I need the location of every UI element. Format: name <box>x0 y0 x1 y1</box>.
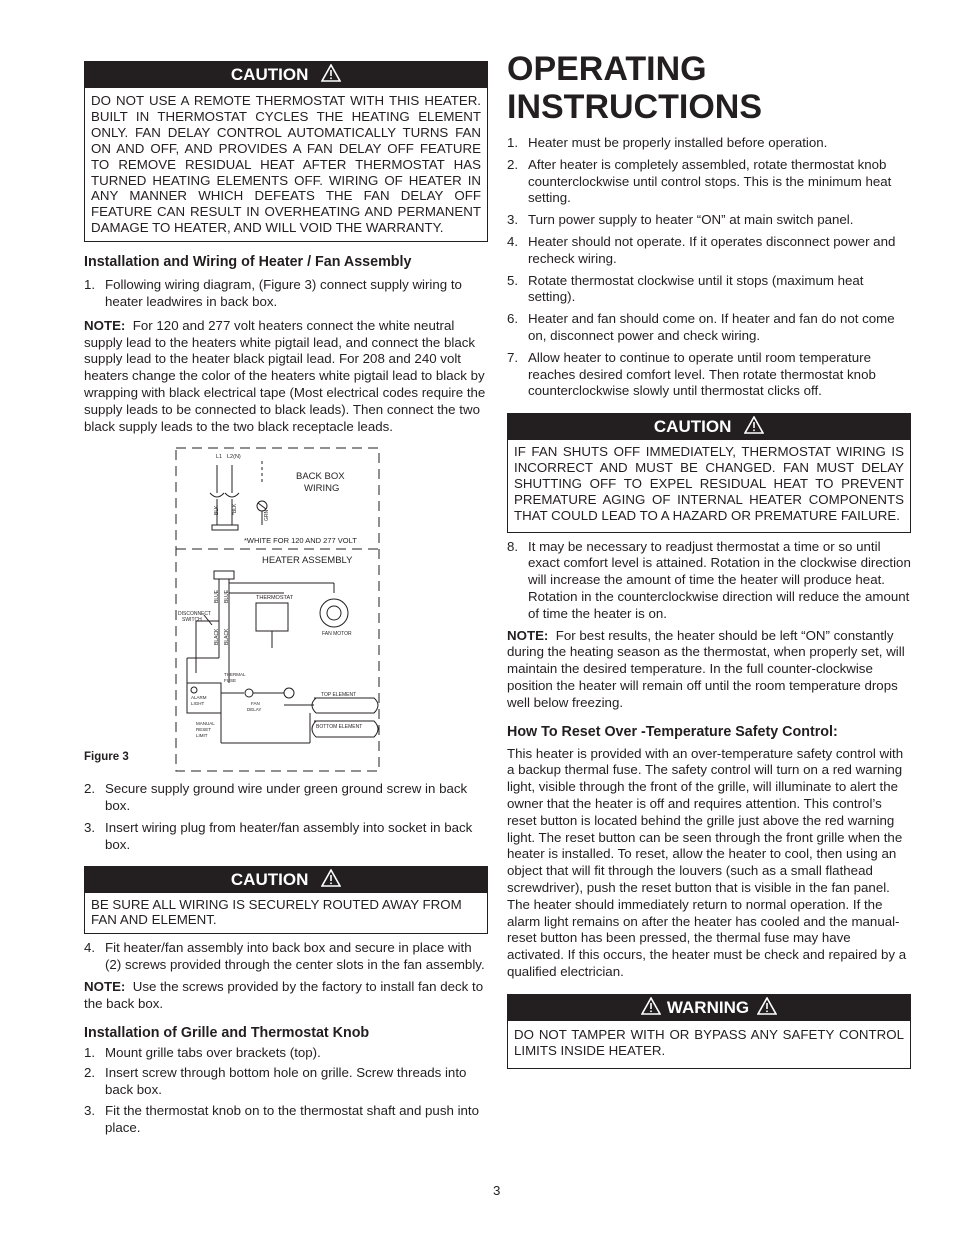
label-limit: LIMIT <box>196 733 208 739</box>
section-heading-reset: How To Reset Over -Temperature Safety Control: <box>507 723 838 740</box>
label-fan-motor: FAN MOTOR <box>322 631 352 638</box>
label-blue-2: BLUE <box>224 590 230 604</box>
assembly-note: NOTE: Use the screws provided by the factory to install fan deck to the back box. <box>84 978 484 1011</box>
caution-heading: CAUTION <box>230 65 309 84</box>
warning-heading: WARNING <box>666 997 750 1017</box>
warning-header <box>508 995 910 1021</box>
warning-triangle-icon <box>641 997 661 1015</box>
caution-text: BE SURE ALL WIRING IS SECURELY ROUTED AWAY FROM FAN AND ELEMENT. <box>91 896 462 928</box>
list-item: 1. Following wiring diagram, (Figure 3) connect supply wiring to heater leadwires in back box. <box>84 277 462 309</box>
warning-text: DO NOT TAMPER WITH OR BYPASS ANY SAFETY CONTROL LIMITS INSIDE HEATER. <box>514 1026 904 1058</box>
label-grn: GRN <box>264 510 270 522</box>
operating-steps <box>507 135 911 400</box>
label-heater-assembly: HEATER ASSEMBLY <box>262 555 353 567</box>
wiring-steps-continued <box>84 781 488 853</box>
label-alarm: ALARM <box>191 695 207 701</box>
label-fan: FAN <box>251 701 260 707</box>
label-back-box: BACK BOX <box>296 471 345 483</box>
label-blue-1: BLUE <box>214 590 220 604</box>
list-item: 4. Heater should not operate. If it operates disconnect power and recheck wiring. <box>507 233 896 266</box>
page-number: 3 <box>493 1183 501 1198</box>
label-wht: *BLK <box>232 503 238 516</box>
caution-box-wiring <box>84 866 488 935</box>
left-column <box>84 61 488 1137</box>
label-fuse: FUSE <box>224 678 237 684</box>
caution-heading: CAUTION <box>653 417 732 437</box>
label-black-2: BLACK <box>224 628 230 646</box>
operating-step-8 <box>507 539 911 623</box>
label-switch: SWITCH <box>182 617 202 624</box>
section-heading-wiring: Installation and Wiring of Heater / Fan Assembly <box>84 254 412 271</box>
list-item: 6. Heater and fan should come on. If heater and fan do not come on, disconnect power and check wiring. <box>507 311 895 343</box>
caution-heading: CAUTION <box>230 869 309 889</box>
assembly-step <box>84 940 488 974</box>
reset-instructions: This heater is provided with an over-temperature safety control with a backup thermal fuse. The safety control will turn on a red warning light, visible through the front of the grille, will illuminate to alert the owner that the heater is off and requires attention. This control’s reset button is located behind the grille just above the red warning light. The reset button can be seen through the front grille when the heater is installed. To reset, allow the heater to cool, then using an object that will fit through the louvers (such as a small flathead screwdriver), push the reset button that is visible in the fan panel. The heater should immediately return to normal operation. If the alarm light remains on after the heater has cooled and the manual-reset button has been pressed, the thermal fuse may have activated. If this occurs, the heater must be check and repaired by a qualified electrician. <box>507 745 907 980</box>
grille-steps <box>84 1045 488 1137</box>
label-thermal: THERMAL <box>224 672 246 678</box>
section-heading-grille: Installation of Grille and Thermostat Knob <box>84 1024 370 1041</box>
label-wiring: WIRING <box>304 483 340 495</box>
warning-box <box>507 994 911 1069</box>
label-blk: BLK <box>214 505 220 516</box>
label-reset: RESET <box>196 727 212 733</box>
caution-box-fan-shutoff <box>507 413 911 533</box>
list-item: 3. Fit the thermostat knob on to the thermostat shaft and push into place. <box>84 1102 480 1135</box>
list-item: 3. Turn power supply to heater “ON” at main switch panel. <box>507 212 854 228</box>
warning-triangle-icon <box>744 416 764 434</box>
label-l1: L1 <box>216 454 223 461</box>
right-column <box>507 50 911 1069</box>
label-bottom-element: BOTTOM ELEMENT <box>316 724 363 731</box>
list-item: 1. Heater must be properly installed before operation. <box>507 135 828 150</box>
label-delay: DELAY <box>247 707 262 713</box>
list-item: 3. Insert wiring plug from heater/fan assembly into socket in back box. <box>84 819 473 852</box>
list-item: 2. Insert screw through bottom hole on grille. Screw threads into back box. <box>84 1065 467 1098</box>
label-black-1: BLACK <box>214 628 220 646</box>
wiring-note: NOTE: For 120 and 277 volt heaters connect the white neutral supply lead to the heaters white pigtail lead, and connect the black supply lead to the heater black pigtail lead. For 208 and 240 volt heaters change the color of the heaters white pigtail lead to black by wrapping with black electrical tape (Most electrical codes require the supply leads to be connected to black leads). Then connect the two black supply leads to the two black receptacle leads. <box>84 317 486 434</box>
list-item: 2. Secure supply ground wire under green ground screw in back box. <box>84 781 468 814</box>
warning-triangle-icon <box>757 997 777 1015</box>
label-l2: L2(N) <box>227 454 241 461</box>
list-item: 1. Mount grille tabs over brackets (top). <box>84 1044 321 1060</box>
caution-text: IF FAN SHUTS OFF IMMEDIATELY, THERMOSTAT WIRING IS INCORRECT AND MUST BE CHANGED. FAN MUST DELAY SHUTTING OFF TO EXPEL RESIDUAL HEAT TO PREVENT PREMATURE AGING OF INTERNAL HEATER COMPONENTS THAT COULD LEAD TO A HAZARD OR PREMATURE FAILURE. <box>514 444 904 523</box>
label-disconnect: DISCONNECT <box>178 611 212 618</box>
list-item: 2. After heater is completely assembled, rotate thermostat knob counterclockwise until control stops. This is the minimum heat setting. <box>507 156 892 206</box>
caution-text: DO NOT USE A REMOTE THERMOSTAT WITH THIS HEATER. BUILT IN THERMOSTAT CYCLES THE HEATING ELEMENT ONLY. FAN DELAY CONTROL AUTOMATICALLY TURNS FAN ON AND OFF, AND PROVIDES A FAN DELAY OFF FEATURE TO REMOVE RESIDUAL HEAT AFTER THERMOSTAT HAS TURNED HEATING ELEMENTS OFF. WIRING OF HEATER IN ANY MANNER WHICH DEFEATS THE FAN DELAY OFF FEATURE CAN RESULT IN OVERHEATING AND PERMANENT DAMAGE TO HEATER, AND WILL VOID THE WARRANTY. <box>91 93 481 236</box>
caution-header <box>508 414 910 440</box>
warning-triangle-icon <box>321 869 341 887</box>
page-title: OPERATING INSTRUCTIONS <box>507 50 762 126</box>
label-light: LIGHT <box>191 701 205 707</box>
list-item: 4. Fit heater/fan assembly into back box and secure in place with (2) screws provided through the center slots in the fan assembly. <box>84 940 485 973</box>
wiring-steps <box>84 277 488 311</box>
label-thermostat: THERMOSTAT <box>256 595 294 602</box>
list-item: 8. It may be necessary to readjust thermostat a time or so until exact comfort level is attained. Rotation in the clockwise direction will increase the amount of time the heater will produce heat. Rotation in the counterclockwise direction will reduce the amount of time the heater is on. <box>507 538 911 621</box>
warning-triangle-icon <box>321 64 341 82</box>
caution-header <box>85 867 487 893</box>
list-item: 7. Allow heater to continue to operate until room temperature reaches desired comfort level. Then rotate thermostat knob counterclockwise slowly until thermostat clicks off. <box>507 349 876 399</box>
label-white-note: *WHITE FOR 120 AND 277 VOLT <box>244 536 357 546</box>
caution-box-remote-thermostat <box>84 61 488 242</box>
label-manual: MANUAL <box>196 721 215 727</box>
figure-label: Figure 3 <box>84 751 129 764</box>
caution-header <box>85 62 487 88</box>
wiring-diagram-figure <box>84 443 488 773</box>
label-top-element: TOP ELEMENT <box>321 692 357 699</box>
wiring-diagram <box>84 443 488 773</box>
list-item: 5. Rotate thermostat clockwise until it stops (maximum heat setting). <box>507 272 864 305</box>
operating-note: NOTE: For best results, the heater should be left “ON” constantly during the heating season as the thermostat, when properly set, will maintain the desired temperature. In the full counter-clockwise position the heater will remain off until the room temperature drops well below freezing. <box>507 627 905 710</box>
